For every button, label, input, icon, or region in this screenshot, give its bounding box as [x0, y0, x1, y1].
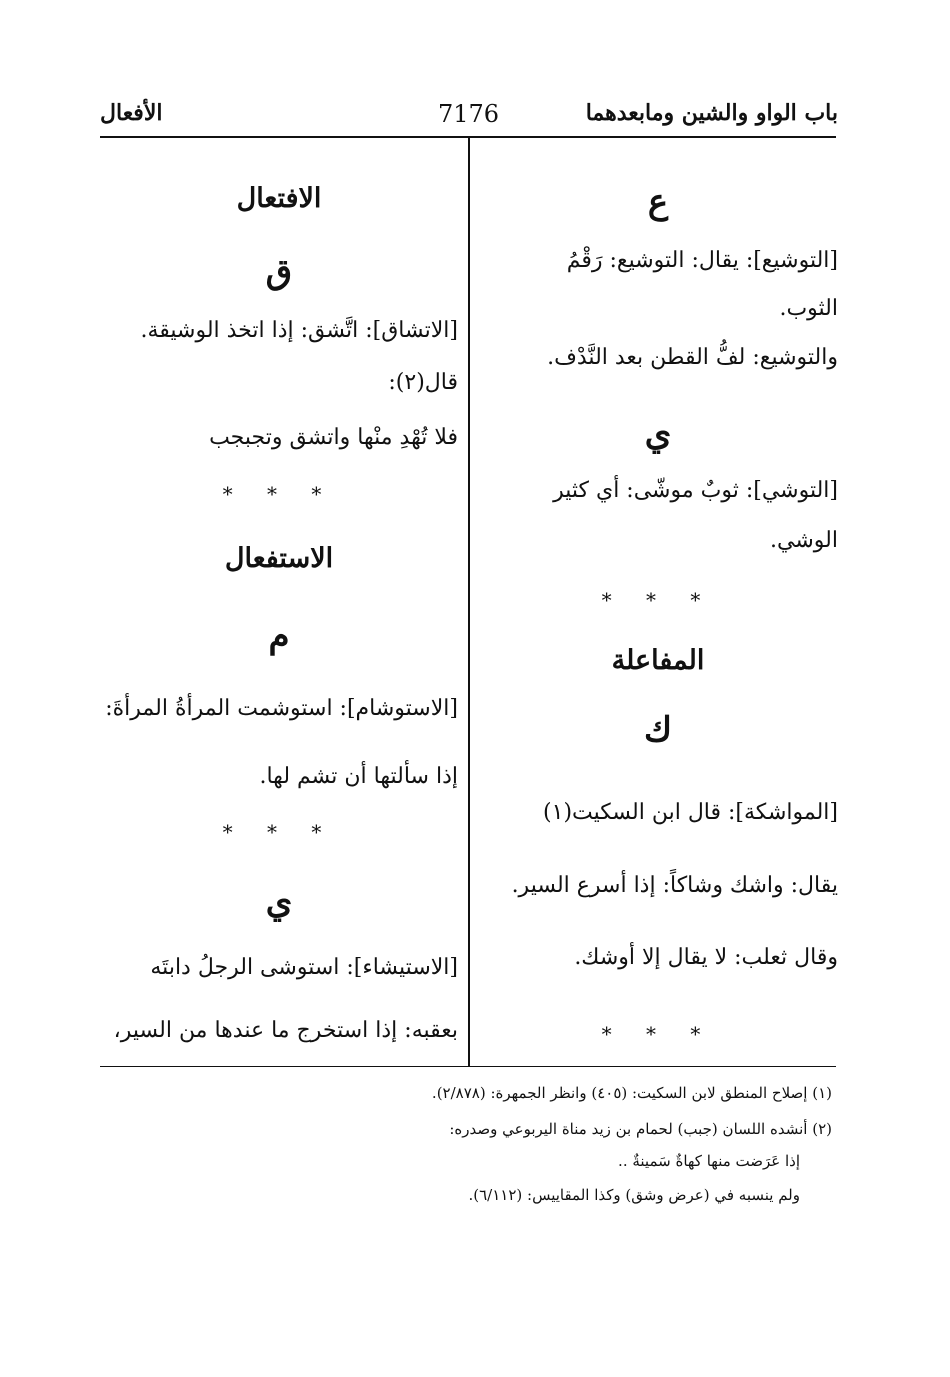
letter-heading-ya: ي — [644, 414, 672, 454]
section-separator: * * * — [222, 820, 336, 844]
page-number: 7176 — [438, 100, 500, 128]
column-divider — [468, 138, 470, 1066]
section-separator: * * * — [222, 482, 336, 506]
entry-muwashaka-line-2: يقال: واشك وشاكاً: إذا أسرع السير. — [511, 873, 838, 898]
entry-muwashaka-line-1: [المواشكة]: قال ابن السكيت(١) — [543, 800, 838, 825]
entry-tawshi-line-3: والتوشيع: لفُّ القطن بعد النَّدْف. — [547, 345, 838, 370]
section-separator: * * * — [601, 1022, 715, 1046]
entry-muwashaka-line-3: وقال ثعلب: لا يقال إلا أوشك. — [574, 945, 838, 970]
entry-istawsham-line-1: [الاستوشام]: استوشمت المرأةُ المرأةَ: — [105, 696, 458, 721]
footnote-rule — [100, 1066, 836, 1067]
entry-tawshi-line-1: [التوشيع]: يقال: التوشيع: رَقْمُ — [566, 248, 838, 273]
section-heading-mufaala: المفاعلة — [611, 645, 705, 676]
running-title-right: باب الواو والشين ومابعدهما — [585, 100, 838, 126]
left-column — [100, 0, 458, 1066]
entry-tawshi-line-2: الثوب. — [779, 296, 838, 321]
footnote-2-note: ولم ينسبه في (عرض وشق) وكذا المقاييس: (٦/١١٢). — [468, 1186, 800, 1204]
entry-ittishaq-line-1: [الاتشاق]: اتَّشق: إذا اتخذ الوشيقة. — [140, 318, 458, 343]
letter-heading-ain: ع — [647, 182, 669, 222]
footnote-1: (١) إصلاح المنطق لابن السكيت: (٤٠٥) وانظر الجمهرة: (٢/٨٧٨). — [431, 1084, 832, 1102]
letter-heading-ya: ي — [265, 882, 293, 922]
letter-heading-kaf: ك — [643, 710, 673, 750]
footnote-2-verse: إذا عَرَضت منها كهاةٌ سَمينةٌ .. — [618, 1152, 800, 1170]
footnote-2: (٢) أنشده اللسان (جبب) لحمام بن زيد مناة اليربوعي وصدره: — [449, 1120, 832, 1138]
letter-heading-mim: م — [268, 616, 290, 656]
right-column — [478, 0, 838, 1066]
verse-line: فلا تُهْدِ منْها واتشق وتجبجب — [209, 425, 458, 450]
section-separator: * * * — [601, 588, 715, 612]
section-heading-istifal: الاستفعال — [224, 543, 334, 574]
letter-heading-qaf: ق — [265, 252, 293, 292]
entry-istawsham-line-2: إذا سألتها أن تشم لها. — [259, 764, 458, 789]
running-title-left: الأفعال — [100, 100, 163, 126]
entry-istishaa-line-1: [الاستيشاء]: استوشى الرجلُ دابتَه — [150, 955, 458, 980]
section-heading-iftial: الافتعال — [236, 183, 322, 214]
entry-tawashshi-line-2: الوشي. — [770, 528, 838, 553]
entry-tawashshi-line-1: [التوشي]: ثوبٌ موشّى: أي كثير — [553, 478, 838, 503]
entry-ittishaq-line-2: قال(٢): — [388, 370, 458, 395]
entry-istishaa-line-2: بعقبه: إذا استخرج ما عندها من السير، — [113, 1018, 458, 1043]
